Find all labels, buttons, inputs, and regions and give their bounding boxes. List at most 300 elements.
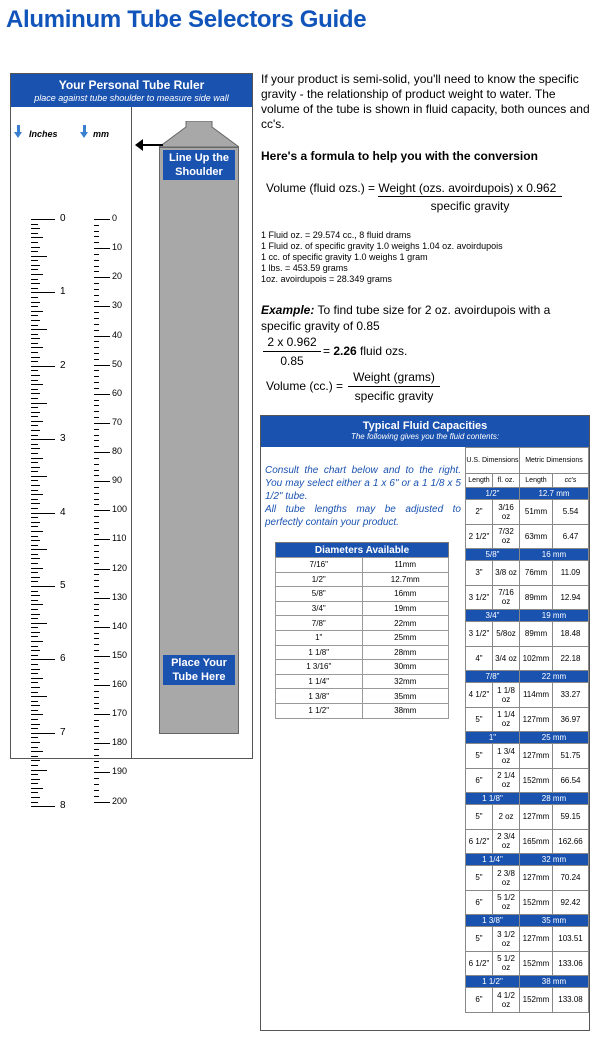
inch-tick: [31, 274, 43, 275]
inch-tick: [31, 480, 38, 481]
fraction-line: [378, 196, 562, 197]
diameter-mm-cell: 32mm: [362, 674, 449, 689]
inch-tick: [31, 513, 55, 514]
inch-tick: [31, 292, 55, 293]
diameter-mm-cell: 25mm: [362, 630, 449, 645]
mm-tick: [94, 510, 110, 511]
diameter-mm-cell: 19mm: [362, 601, 449, 616]
tube-shoulder: [159, 121, 239, 147]
mm-tick: [94, 580, 99, 581]
equals-sign: =: [323, 344, 334, 358]
floz-cell: 3 1/2 oz: [493, 927, 520, 952]
mm-tick: [94, 493, 99, 494]
mm-tick: [94, 697, 99, 698]
inch-tick: [31, 591, 38, 592]
diameter-band-row: [466, 610, 589, 622]
mm-tick: [94, 708, 99, 709]
inch-tick: [31, 522, 40, 523]
inch-tick: [31, 425, 38, 426]
length-mm-cell: 165mm: [520, 829, 553, 854]
band-mm: 32 mm: [520, 854, 589, 866]
ruler-header: [11, 74, 252, 107]
inch-tick: [31, 357, 40, 358]
inch-tick: [31, 467, 40, 468]
mm-label: 90: [112, 475, 123, 486]
fluid-capacities-panel: [260, 415, 590, 1031]
table-row: [466, 500, 589, 525]
inch-tick: [31, 471, 38, 472]
cc-formula-denominator: specific gravity: [354, 389, 434, 403]
band-mm: 35 mm: [520, 915, 589, 927]
floz-cell: 3/16 oz: [493, 500, 520, 525]
inch-tick: [31, 228, 40, 229]
cc-cell: 133.06: [553, 951, 589, 976]
inch-tick: [31, 347, 43, 348]
mm-label: 160: [112, 679, 128, 690]
inch-tick: [31, 737, 38, 738]
mm-tick: [94, 726, 99, 727]
left-arrow-icon: [135, 139, 143, 151]
inch-label: 6: [60, 653, 66, 665]
inch-label: 8: [60, 800, 66, 812]
inch-tick: [31, 549, 47, 550]
inch-tick: [31, 458, 43, 459]
inch-tick: [31, 563, 38, 564]
mm-tick: [94, 545, 99, 546]
example-numerator: 2 x 0.962: [267, 335, 317, 349]
inch-tick: [31, 288, 38, 289]
mm-tick: [94, 260, 99, 261]
inch-tick: [31, 265, 40, 266]
inch-tick: [31, 788, 43, 789]
mm-tick: [94, 743, 110, 744]
mm-tick: [94, 365, 110, 366]
formula-heading: Here's a formula to help you with the conversion: [261, 149, 538, 163]
floz-cell: 5/8oz: [493, 622, 520, 647]
mm-tick: [94, 283, 99, 284]
diameter-band-row: [466, 854, 589, 866]
cc-cell: 5.54: [553, 500, 589, 525]
mm-tick: [94, 440, 99, 441]
mm-tick: [94, 714, 110, 715]
diameter-inch-cell: 7/16": [276, 558, 363, 573]
mm-tick: [94, 400, 99, 401]
length-cell: 6 1/2": [466, 829, 493, 854]
mm-label: 130: [112, 591, 128, 602]
length-cell: 4 1/2": [466, 683, 493, 708]
inch-tick: [31, 614, 40, 615]
band-mm: 22 mm: [520, 671, 589, 683]
table-row: [276, 630, 449, 645]
inch-tick: [31, 421, 43, 422]
inch-tick: [31, 719, 38, 720]
inch-tick: [31, 554, 38, 555]
inch-tick: [31, 384, 43, 385]
mm-label: 50: [112, 358, 123, 369]
inch-tick: [31, 370, 38, 371]
inch-tick: [31, 499, 38, 500]
mm-tick: [94, 662, 99, 663]
mm-tick: [94, 673, 99, 674]
inch-tick: [31, 302, 40, 303]
cc-cell: 92.42: [553, 890, 589, 915]
result-unit: fluid ozs.: [356, 344, 408, 358]
capacities-subheading: The following gives you the fluid contents:: [350, 432, 500, 441]
inch-tick: [31, 682, 38, 683]
band-mm: 12.7 mm: [520, 488, 589, 500]
cc-cell: 162.66: [553, 829, 589, 854]
inch-tick: [31, 770, 47, 771]
mm-tick: [94, 574, 99, 575]
table-row: [466, 805, 589, 830]
inch-tick: [31, 352, 38, 353]
band-mm: 19 mm: [520, 610, 589, 622]
length-cell: 6": [466, 890, 493, 915]
inch-tick: [31, 448, 40, 449]
mm-tick: [94, 271, 99, 272]
mm-tick: [94, 621, 99, 622]
length-cell: 5": [466, 744, 493, 769]
inch-tick: [31, 269, 38, 270]
mm-tick: [94, 499, 99, 500]
mm-tick: [94, 534, 99, 535]
length-cell: 6 1/2": [466, 951, 493, 976]
floz-cell: 1 3/4 oz: [493, 744, 520, 769]
floz-cell: 2 3/4 oz: [493, 829, 520, 854]
inch-tick: [31, 623, 47, 624]
fact-line: 1 Fluid oz. = 29.574 cc., 8 fluid drams: [261, 230, 411, 240]
example-body: To find tube size for 2 oz. avoirdupois with a specific gravity of 0.85: [261, 303, 551, 333]
mm-label: 0: [112, 213, 118, 223]
diameter-inch-cell: 3/4": [276, 601, 363, 616]
col-floz: fl. oz.: [493, 474, 520, 488]
col-length: Length: [466, 474, 493, 488]
inch-tick: [31, 325, 38, 326]
mm-tick: [94, 638, 99, 639]
inch-tick: [31, 476, 47, 477]
table-row: [466, 561, 589, 586]
table-row: [276, 703, 449, 718]
length-mm-cell: 152mm: [520, 988, 553, 1013]
diameter-inch-cell: 1 1/2": [276, 703, 363, 718]
inch-tick: [31, 503, 40, 504]
capacities-header: [261, 416, 589, 447]
inch-tick: [31, 343, 38, 344]
inch-tick: [31, 577, 40, 578]
mm-tick: [94, 382, 99, 383]
mm-tick: [94, 644, 99, 645]
example-text: [261, 302, 591, 334]
band-mm: 28 mm: [520, 793, 589, 805]
cc-cell: 70.24: [553, 866, 589, 891]
diameter-band-row: [466, 793, 589, 805]
mm-tick: [94, 289, 99, 290]
mm-label: 20: [112, 271, 123, 282]
mm-label: 140: [112, 620, 128, 631]
length-cell: 5": [466, 927, 493, 952]
length-cell: 4": [466, 646, 493, 671]
inch-tick: [31, 398, 38, 399]
length-cell: 3": [466, 561, 493, 586]
mm-tick: [94, 225, 99, 226]
mm-tick: [94, 598, 110, 599]
floz-cell: 7/32 oz: [493, 524, 520, 549]
length-mm-cell: 51mm: [520, 500, 553, 525]
inch-tick: [31, 572, 38, 573]
mm-tick: [94, 772, 110, 773]
inch-label: 1: [60, 286, 66, 298]
ruler-body: [11, 107, 252, 812]
mm-label: 10: [112, 242, 123, 253]
mm-tick: [94, 324, 99, 325]
length-mm-cell: 102mm: [520, 646, 553, 671]
mm-tick: [94, 475, 99, 476]
diameter-mm-cell: 16mm: [362, 587, 449, 602]
diameter-inch-cell: 7/8": [276, 616, 363, 631]
table-row: [276, 601, 449, 616]
inch-label: 4: [60, 506, 66, 518]
diameter-inch-cell: 5/8": [276, 587, 363, 602]
inch-tick: [31, 673, 38, 674]
inch-tick: [31, 600, 38, 601]
band-inch: 1 1/8": [466, 793, 520, 805]
floz-cell: 5 1/2 oz: [493, 951, 520, 976]
inch-tick: [31, 315, 38, 316]
mm-tick: [94, 435, 99, 436]
cc-formula-numerator: Weight (grams): [353, 370, 435, 384]
table-row: [466, 683, 589, 708]
mm-tick: [94, 790, 99, 791]
mm-tick: [94, 656, 110, 657]
inch-tick: [31, 485, 40, 486]
floz-cell: 5 1/2 oz: [493, 890, 520, 915]
diameter-mm-cell: 12.7mm: [362, 572, 449, 587]
table-row: [276, 645, 449, 660]
cc-cell: 133.08: [553, 988, 589, 1013]
length-mm-cell: 76mm: [520, 561, 553, 586]
table-row: [466, 524, 589, 549]
mm-tick: [94, 231, 99, 232]
mm-label: 150: [112, 649, 128, 660]
mm-tick: [94, 394, 110, 395]
cc-cell: 18.48: [553, 622, 589, 647]
inch-tick: [31, 701, 38, 702]
example-label: Example:: [261, 303, 315, 317]
mm-tick: [94, 411, 99, 412]
band-inch: 1/2": [466, 488, 520, 500]
band-mm: 38 mm: [520, 976, 589, 988]
inch-tick: [31, 279, 38, 280]
floz-cell: 1 1/8 oz: [493, 683, 520, 708]
ruler-heading: Your Personal Tube Ruler: [58, 78, 205, 92]
mm-tick: [94, 464, 99, 465]
length-cell: 6": [466, 988, 493, 1013]
fact-line: 1 cc. of specific gravity 1.0 weighs 1 gram: [261, 252, 428, 262]
table-row: [466, 622, 589, 647]
inch-tick: [31, 256, 47, 257]
mm-tick: [94, 429, 99, 430]
formula-denominator: specific gravity: [430, 199, 510, 213]
mm-tick: [94, 341, 99, 342]
floz-cell: 1 1/4 oz: [493, 707, 520, 732]
inch-tick: [31, 545, 38, 546]
mm-label: 180: [112, 737, 128, 748]
inch-label: 0: [60, 213, 66, 224]
length-mm-cell: 89mm: [520, 585, 553, 610]
inch-tick: [31, 710, 38, 711]
length-mm-cell: 127mm: [520, 866, 553, 891]
inch-tick: [31, 453, 38, 454]
inch-tick: [31, 655, 38, 656]
diameter-inch-cell: 1 1/8": [276, 645, 363, 660]
inch-tick: [31, 403, 47, 404]
inch-tick: [31, 462, 38, 463]
inch-tick: [31, 237, 43, 238]
diameter-band-row: [466, 732, 589, 744]
diameters-table: [275, 542, 449, 719]
mm-tick: [94, 359, 99, 360]
mm-tick: [94, 703, 99, 704]
inch-tick: [31, 444, 38, 445]
mm-label: 120: [112, 562, 128, 573]
mm-tick: [94, 312, 99, 313]
length-mm-cell: 152mm: [520, 890, 553, 915]
mm-tick: [94, 504, 99, 505]
inch-tick: [31, 517, 38, 518]
table-row: [466, 646, 589, 671]
mm-label: 80: [112, 446, 123, 457]
intro-paragraph: If your product is semi-solid, you'll need to know the specific gravity - the relationship of product weight to water. The volume of the tube is shown in fluid capacity, both ounces and cc's.: [261, 72, 590, 131]
mm-tick: [94, 388, 99, 389]
inch-tick: [31, 435, 38, 436]
mm-tick: [94, 749, 99, 750]
table-row: [466, 866, 589, 891]
mm-tick: [94, 353, 99, 354]
inch-tick: [31, 646, 38, 647]
diameter-band-row: [466, 976, 589, 988]
floz-cell: 2 3/8 oz: [493, 866, 520, 891]
inch-tick: [31, 714, 43, 715]
inch-tick: [31, 669, 40, 670]
diameter-inch-cell: 1 3/16": [276, 660, 363, 675]
conversion-facts: [261, 230, 591, 285]
inch-tick: [31, 247, 40, 248]
mm-tick: [94, 446, 99, 447]
inch-tick: [31, 760, 40, 761]
mm-tick: [94, 481, 110, 482]
mm-label: 30: [112, 300, 123, 311]
inch-tick: [31, 733, 55, 734]
fact-line: 1 Fluid oz. of specific gravity 1.0 weighs 1.04 oz. avoirdupois: [261, 241, 503, 251]
floz-cell: 4 1/2 oz: [493, 988, 520, 1013]
band-inch: 7/8": [466, 671, 520, 683]
ruler-divider: [131, 107, 132, 758]
inch-tick: [31, 297, 38, 298]
inch-tick: [31, 329, 47, 330]
inch-tick: [31, 306, 38, 307]
length-mm-cell: 127mm: [520, 805, 553, 830]
mm-tick: [94, 563, 99, 564]
inch-tick: [31, 540, 40, 541]
inch-tick: [31, 536, 38, 537]
inch-tick: [31, 393, 40, 394]
inch-label: 5: [60, 580, 66, 591]
floz-cell: 3/8 oz: [493, 561, 520, 586]
inch-tick: [31, 586, 55, 587]
inch-tick: [31, 389, 38, 390]
band-inch: 1 3/8": [466, 915, 520, 927]
diameter-inch-cell: 1/2": [276, 572, 363, 587]
length-mm-cell: 152mm: [520, 768, 553, 793]
diameter-inch-cell: 1 1/4": [276, 674, 363, 689]
floz-cell: 7/16 oz: [493, 585, 520, 610]
diameter-band-row: [466, 671, 589, 683]
inch-tick: [31, 609, 38, 610]
table-row: [466, 829, 589, 854]
diameter-band-row: [466, 488, 589, 500]
mm-tick: [94, 248, 110, 249]
mm-tick: [94, 627, 110, 628]
inch-tick: [31, 687, 40, 688]
tube-ruler: [10, 73, 253, 812]
length-cell: 5": [466, 707, 493, 732]
inch-tick: [31, 407, 38, 408]
mm-tick: [94, 668, 99, 669]
cc-cell: 59.15: [553, 805, 589, 830]
metric-dimensions-header: Metric Dimensions: [520, 448, 589, 474]
inch-tick: [31, 568, 43, 569]
mm-tick: [94, 254, 99, 255]
inch-tick: [31, 260, 38, 261]
cc-cell: 11.09: [553, 561, 589, 586]
inch-tick: [31, 797, 40, 798]
mm-tick: [94, 417, 99, 418]
mm-tick: [94, 242, 99, 243]
inch-tick: [31, 233, 38, 234]
table-row: [276, 674, 449, 689]
fluid-oz-formula: [266, 181, 556, 195]
mm-label: 70: [112, 416, 123, 427]
table-row: [466, 890, 589, 915]
mm-tick: [94, 318, 99, 319]
inch-tick: [31, 430, 40, 431]
adjust-line: All tube lengths may be adjusted to perfectly contain your product.: [265, 504, 461, 528]
inch-tick: [31, 380, 38, 381]
fraction-line: [348, 386, 440, 387]
inch-tick: [31, 338, 40, 339]
inch-tick: [31, 526, 38, 527]
cc-cell: 6.47: [553, 524, 589, 549]
length-mm-cell: 127mm: [520, 707, 553, 732]
inch-tick: [31, 242, 38, 243]
inch-tick: [31, 320, 40, 321]
mm-tick: [94, 306, 110, 307]
diameter-mm-cell: 35mm: [362, 689, 449, 704]
diameter-mm-cell: 38mm: [362, 703, 449, 718]
length-cell: 6": [466, 768, 493, 793]
mm-tick: [94, 458, 99, 459]
inch-tick: [31, 641, 43, 642]
inch-tick: [31, 412, 40, 413]
mm-tick: [94, 347, 99, 348]
length-mm-cell: 152mm: [520, 951, 553, 976]
table-row: [466, 768, 589, 793]
inch-tick: [31, 219, 55, 220]
mm-tick: [94, 720, 99, 721]
capacities-heading: Typical Fluid Capacities: [362, 420, 488, 432]
mm-tick: [94, 796, 99, 797]
inch-tick: [31, 508, 38, 509]
